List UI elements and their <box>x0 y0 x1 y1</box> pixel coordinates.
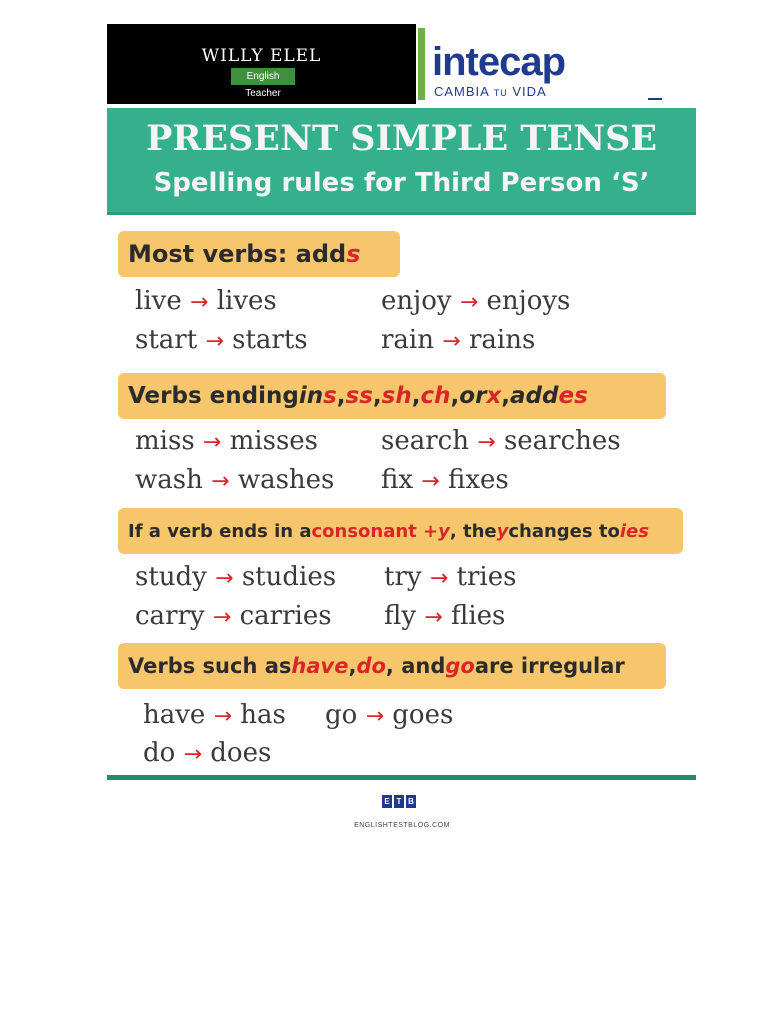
arrow-icon: → <box>421 469 440 494</box>
rule-4-irregular: are irregular <box>474 654 625 678</box>
example-base: try <box>384 562 422 592</box>
example-result: searches <box>503 426 621 456</box>
arrow-icon: → <box>205 329 224 354</box>
example-do <box>143 738 271 768</box>
rule-2-comma: , <box>372 383 382 409</box>
rule-2-suffix: es <box>558 383 588 409</box>
rule-4-go: go <box>445 654 475 678</box>
logo-tagline-word-3: VIDA <box>512 84 547 99</box>
example-wash <box>135 465 334 495</box>
title-banner <box>107 108 696 214</box>
example-base: enjoy <box>381 286 452 316</box>
rule-3-y-2: y <box>496 520 509 542</box>
rule-4-do: do <box>356 654 386 678</box>
rule-2-add: add <box>510 383 559 409</box>
example-result: carries <box>239 601 332 631</box>
author-banner <box>107 24 416 104</box>
example-base: fly <box>384 601 417 631</box>
author-role-badge: English Teacher <box>231 68 295 85</box>
rule-4-have: have <box>291 654 349 678</box>
example-base: rain <box>381 325 434 355</box>
example-base: go <box>325 700 358 730</box>
rule-1-text: Most verbs: add <box>128 240 347 268</box>
logo-accent-bar <box>418 28 425 100</box>
rule-2-heading <box>118 373 666 419</box>
example-base: wash <box>135 465 203 495</box>
page-subtitle: Spelling rules for Third Person ‘S’ <box>153 168 650 198</box>
rule-2-ending-x: x <box>486 383 502 409</box>
rule-3-changes: changes to <box>508 520 620 542</box>
etb-logo <box>382 795 416 808</box>
rule-2-ending-sh: sh <box>381 383 412 409</box>
example-base: study <box>135 562 207 592</box>
title-divider <box>107 212 696 215</box>
rule-2-comma: , <box>450 383 460 409</box>
arrow-icon: → <box>215 566 234 591</box>
rule-2-comma: , <box>501 383 511 409</box>
rule-4-heading <box>118 643 666 689</box>
example-result: does <box>210 738 272 768</box>
page-title: PRESENT SIMPLE TENSE <box>145 118 658 159</box>
rule-2-or: or <box>459 383 487 409</box>
logo-underline <box>648 98 662 100</box>
logo-tagline <box>434 84 547 99</box>
arrow-icon: → <box>424 605 443 630</box>
example-result: flies <box>451 601 506 631</box>
example-rain <box>381 325 535 355</box>
example-result: goes <box>392 700 454 730</box>
example-result: enjoys <box>486 286 571 316</box>
rule-3-consonant: consonant + <box>311 520 439 542</box>
example-result: rains <box>468 325 536 355</box>
example-result: has <box>240 700 286 730</box>
logo-initial: i <box>432 40 443 84</box>
example-try <box>384 562 516 592</box>
example-result: lives <box>216 286 277 316</box>
example-live <box>135 286 277 316</box>
arrow-icon: → <box>459 290 479 315</box>
example-carry <box>135 601 332 631</box>
logo-name-rest: ntecap <box>442 40 566 84</box>
rule-2-comma: , <box>411 383 421 409</box>
rule-3-the: , the <box>449 520 497 542</box>
example-have <box>143 700 286 730</box>
example-base: carry <box>135 601 205 631</box>
rule-2-comma: , <box>336 383 346 409</box>
footer-site: ENGLISHTESTBLOG.COM <box>354 822 450 829</box>
example-result: misses <box>229 426 319 456</box>
rule-1-suffix: s <box>346 240 361 268</box>
arrow-icon: → <box>429 566 449 591</box>
arrow-icon: → <box>442 329 461 354</box>
rule-3-text: If a verb ends in a <box>128 520 312 542</box>
arrow-icon: → <box>202 430 222 455</box>
example-result: studies <box>241 562 337 592</box>
example-result: starts <box>232 325 308 355</box>
rule-2-ending-ch: ch <box>420 383 451 409</box>
arrow-icon: → <box>189 290 209 315</box>
example-base: live <box>135 286 182 316</box>
etb-letter-t: T <box>394 795 404 808</box>
example-base: do <box>143 738 176 768</box>
example-study <box>135 562 336 592</box>
author-name: WILLY ELEL <box>201 46 322 66</box>
arrow-icon: → <box>477 430 496 455</box>
rule-4-text: Verbs such as <box>128 654 292 678</box>
etb-letter-e: E <box>382 795 392 808</box>
rule-2-ending-s: s <box>323 383 337 409</box>
example-search <box>381 426 621 456</box>
example-result: tries <box>456 562 517 592</box>
example-start <box>135 325 308 355</box>
rule-2-text: Verbs ending <box>128 383 299 409</box>
rule-4-comma: , <box>348 654 357 678</box>
logo-tagline-word-2: TU <box>493 88 508 98</box>
rule-1-heading <box>118 231 400 277</box>
arrow-icon: → <box>365 704 384 729</box>
arrow-icon: → <box>211 469 230 494</box>
etb-letter-b: B <box>406 795 416 808</box>
example-base: fix <box>381 465 414 495</box>
logo-tagline-word-1: CAMBIA <box>434 84 490 99</box>
example-base: search <box>381 426 469 456</box>
arrow-icon: → <box>212 605 232 630</box>
example-go <box>325 700 453 730</box>
rule-3-y: y <box>438 520 450 542</box>
example-enjoy <box>381 286 570 316</box>
arrow-icon: → <box>183 742 202 767</box>
example-fix <box>381 465 509 495</box>
example-base: start <box>135 325 198 355</box>
bottom-divider <box>107 775 696 780</box>
intecap-logo <box>418 24 664 104</box>
arrow-icon: → <box>213 704 233 729</box>
rule-4-and: , and <box>385 654 446 678</box>
rule-2-ending-ss: ss <box>345 383 373 409</box>
logo-wordmark <box>432 40 565 84</box>
example-miss <box>135 426 318 456</box>
example-result: washes <box>237 465 335 495</box>
rule-3-heading <box>118 508 683 554</box>
rule-2-in: in <box>298 383 324 409</box>
example-fly <box>384 601 505 631</box>
example-base: have <box>143 700 206 730</box>
example-base: miss <box>135 426 195 456</box>
example-result: fixes <box>447 465 509 495</box>
rule-3-suffix: ies <box>619 520 649 542</box>
